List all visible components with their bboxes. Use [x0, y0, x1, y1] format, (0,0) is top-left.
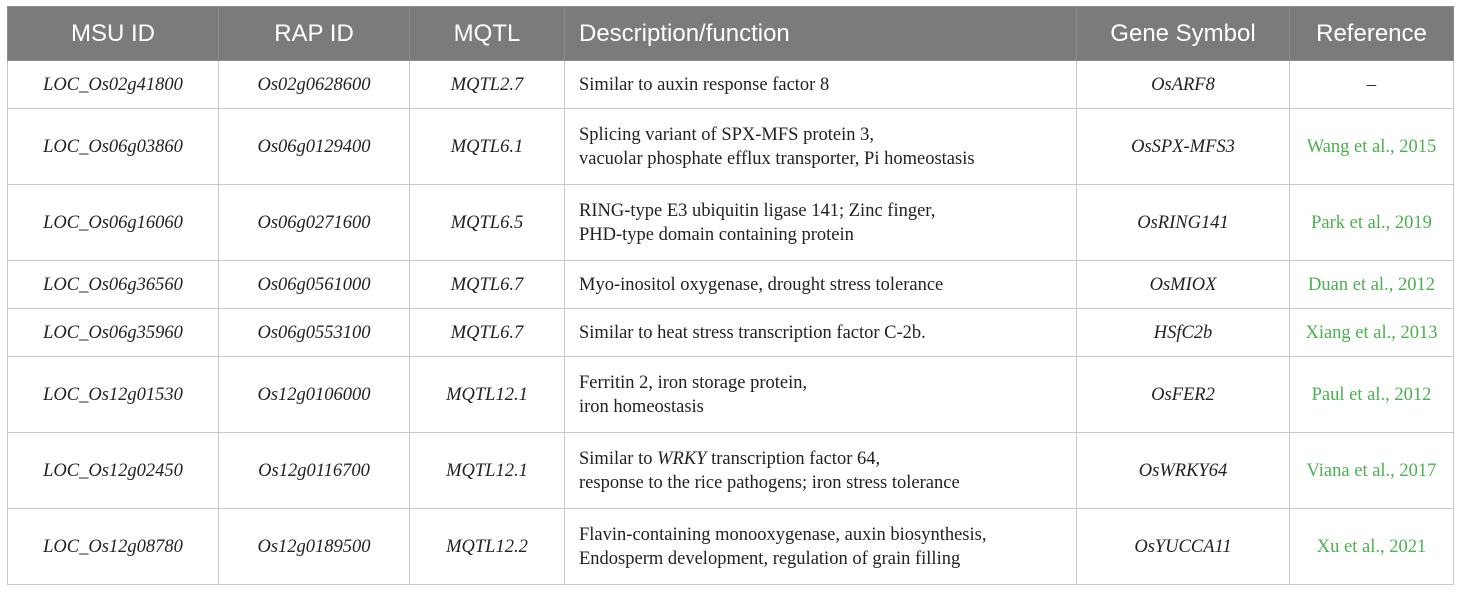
header-mqtl: MQTL — [410, 7, 565, 61]
gene-symbol-cell: OsRING141 — [1077, 185, 1290, 261]
rap-id-cell: Os12g0189500 — [219, 509, 410, 585]
table-row — [8, 261, 1454, 309]
msu-id-cell: LOC_Os06g03860 — [8, 109, 219, 185]
table-row — [8, 309, 1454, 357]
reference-cell: – — [1290, 61, 1454, 109]
gene-symbol-cell: OsSPX-MFS3 — [1077, 109, 1290, 185]
reference-link[interactable]: Xiang et al., 2013 — [1290, 309, 1454, 357]
gene-symbol-cell: OsMIOX — [1077, 261, 1290, 309]
header-row — [8, 7, 1454, 61]
description-emphasis: WRKY — [657, 448, 707, 469]
description-cell — [565, 261, 1077, 309]
table-row — [8, 509, 1454, 585]
table-row — [8, 109, 1454, 185]
table-row — [8, 185, 1454, 261]
mqtl-cell: MQTL12.2 — [410, 509, 565, 585]
header-reference: Reference — [1290, 7, 1454, 61]
rap-id-cell: Os06g0271600 — [219, 185, 410, 261]
description-line: PHD-type domain containing protein — [579, 224, 854, 245]
description-cell — [565, 185, 1077, 261]
mqtl-cell: MQTL6.7 — [410, 309, 565, 357]
table-row — [8, 433, 1454, 509]
reference-link[interactable]: Xu et al., 2021 — [1290, 509, 1454, 585]
msu-id-cell: LOC_Os02g41800 — [8, 61, 219, 109]
msu-id-cell: LOC_Os12g01530 — [8, 357, 219, 433]
description-line: Endosperm development, regulation of grain filling — [579, 548, 961, 569]
description-cell — [565, 109, 1077, 185]
description-line: Ferritin 2, iron storage protein, — [579, 372, 808, 393]
mqtl-candidate-genes-table — [7, 6, 1454, 585]
msu-id-cell: LOC_Os06g36560 — [8, 261, 219, 309]
mqtl-cell: MQTL6.1 — [410, 109, 565, 185]
mqtl-cell: MQTL2.7 — [410, 61, 565, 109]
description-line: response to the rice pathogens; iron stress tolerance — [579, 472, 960, 493]
gene-symbol-cell: HSfC2b — [1077, 309, 1290, 357]
table-row — [8, 357, 1454, 433]
description-line: RING-type E3 ubiquitin ligase 141; Zinc finger, — [579, 200, 936, 221]
rap-id-cell: Os06g0561000 — [219, 261, 410, 309]
description-line: Splicing variant of SPX-MFS protein 3, — [579, 124, 874, 145]
description-cell — [565, 509, 1077, 585]
description-line: Flavin-containing monooxygenase, auxin biosynthesis, — [579, 524, 987, 545]
gene-symbol-cell: OsARF8 — [1077, 61, 1290, 109]
reference-link[interactable]: Wang et al., 2015 — [1290, 109, 1454, 185]
rap-id-cell: Os02g0628600 — [219, 61, 410, 109]
description-cell — [565, 61, 1077, 109]
msu-id-cell: LOC_Os12g08780 — [8, 509, 219, 585]
gene-symbol-cell: OsYUCCA11 — [1077, 509, 1290, 585]
header-gene-symbol: Gene Symbol — [1077, 7, 1290, 61]
description-suffix: transcription factor 64, — [706, 448, 881, 469]
reference-link[interactable]: Duan et al., 2012 — [1290, 261, 1454, 309]
rap-id-cell: Os06g0129400 — [219, 109, 410, 185]
mqtl-cell: MQTL6.5 — [410, 185, 565, 261]
header-rap-id: RAP ID — [219, 7, 410, 61]
header-description: Description/function — [565, 7, 1077, 61]
description-line: vacuolar phosphate efflux transporter, Pi homeostasis — [579, 148, 975, 169]
description-line: iron homeostasis — [579, 396, 704, 417]
msu-id-cell: LOC_Os06g35960 — [8, 309, 219, 357]
rap-id-cell: Os12g0106000 — [219, 357, 410, 433]
mqtl-cell: MQTL12.1 — [410, 433, 565, 509]
description-cell — [565, 433, 1077, 509]
header-msu-id: MSU ID — [8, 7, 219, 61]
description-prefix: Similar to — [579, 448, 658, 469]
reference-link[interactable]: Paul et al., 2012 — [1290, 357, 1454, 433]
mqtl-cell: MQTL12.1 — [410, 357, 565, 433]
description-line: Similar to auxin response factor 8 — [579, 74, 830, 95]
msu-id-cell: LOC_Os12g02450 — [8, 433, 219, 509]
description-cell — [565, 357, 1077, 433]
msu-id-cell: LOC_Os06g16060 — [8, 185, 219, 261]
rap-id-cell: Os12g0116700 — [219, 433, 410, 509]
reference-link[interactable]: Park et al., 2019 — [1290, 185, 1454, 261]
description-line: Myo-inositol oxygenase, drought stress tolerance — [579, 274, 944, 295]
gene-symbol-cell: OsWRKY64 — [1077, 433, 1290, 509]
table-row — [8, 61, 1454, 109]
reference-link[interactable]: Viana et al., 2017 — [1290, 433, 1454, 509]
description-line: Similar to heat stress transcription factor C-2b. — [579, 322, 926, 343]
description-cell — [565, 309, 1077, 357]
rap-id-cell: Os06g0553100 — [219, 309, 410, 357]
gene-symbol-cell: OsFER2 — [1077, 357, 1290, 433]
mqtl-cell: MQTL6.7 — [410, 261, 565, 309]
